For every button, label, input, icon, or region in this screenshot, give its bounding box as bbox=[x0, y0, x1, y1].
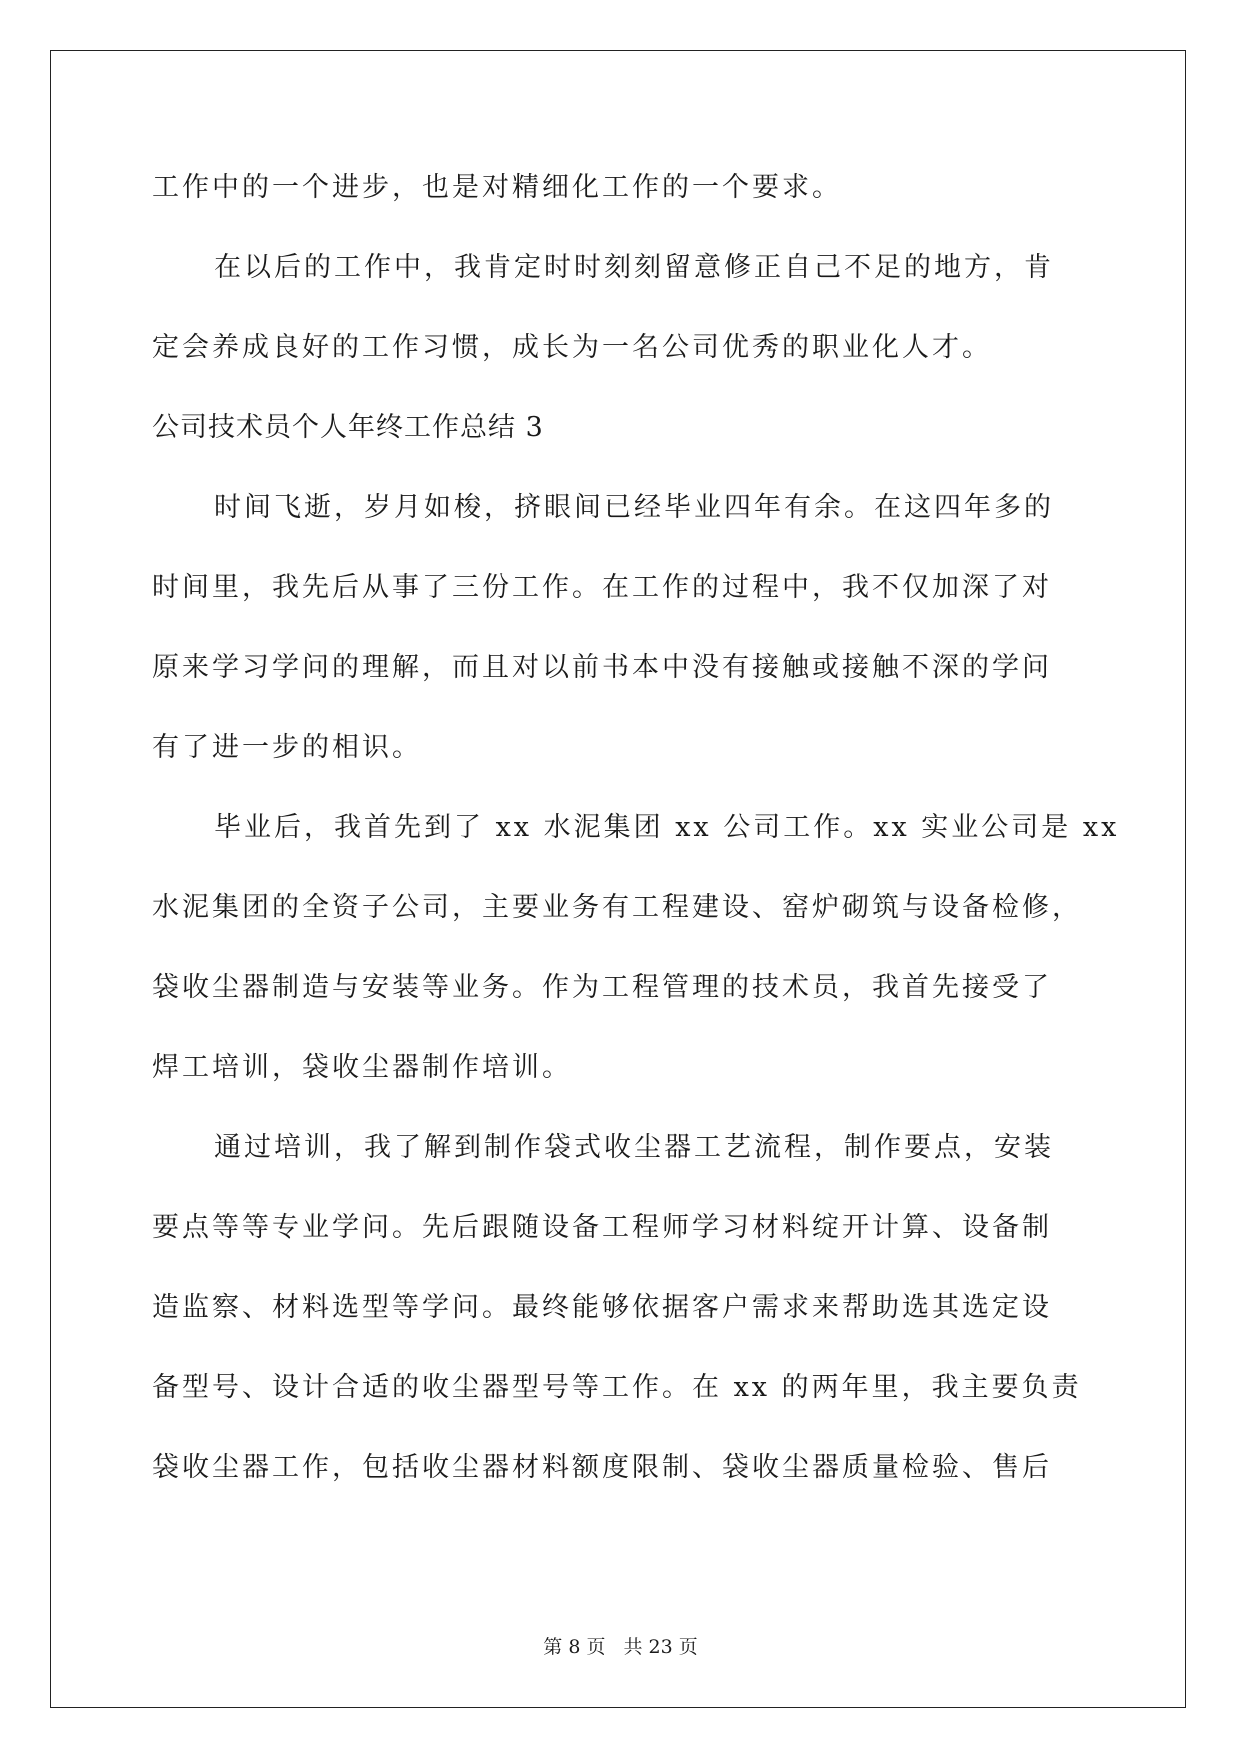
paragraph-start: 毕业后，我首先到了 xx 水泥集团 xx 公司工作。xx 实业公司是 xx bbox=[214, 812, 1120, 843]
text-line: 备型号、设计合适的收尘器型号等工作。在 xx 的两年里，我主要负责 bbox=[152, 1372, 1082, 1403]
text-line: 袋收尘器制造与安装等业务。作为工程管理的技术员，我首先接受了 bbox=[152, 972, 1052, 1003]
page-total: 共 23 页 bbox=[623, 1636, 698, 1658]
text-line: 原来学习学问的理解，而且对以前书本中没有接触或接触不深的学问 bbox=[152, 652, 1052, 683]
paragraph-start: 通过培训，我了解到制作袋式收尘器工艺流程，制作要点，安装 bbox=[214, 1132, 1054, 1163]
page-number: 第 8 页 bbox=[543, 1636, 606, 1658]
text-line: 要点等等专业学问。先后跟随设备工程师学习材料绽开计算、设备制 bbox=[152, 1212, 1052, 1243]
text-line: 造监察、材料选型等学问。最终能够依据客户需求来帮助选其选定设 bbox=[152, 1292, 1052, 1323]
text-line: 焊工培训，袋收尘器制作培训。 bbox=[152, 1052, 572, 1083]
document-body bbox=[152, 148, 1120, 1508]
text-line: 有了进一步的相识。 bbox=[152, 732, 422, 763]
text-line: 定会养成良好的工作习惯，成长为一名公司优秀的职业化人才。 bbox=[152, 332, 992, 363]
text-line: 工作中的一个进步，也是对精细化工作的一个要求。 bbox=[152, 172, 842, 203]
text-line: 时间里，我先后从事了三份工作。在工作的过程中，我不仅加深了对 bbox=[152, 572, 1052, 603]
text-line: 袋收尘器工作，包括收尘器材料额度限制、袋收尘器质量检验、售后 bbox=[152, 1452, 1052, 1483]
page-footer bbox=[0, 1632, 1241, 1659]
paragraph-start: 在以后的工作中，我肯定时时刻刻留意修正自己不足的地方，肯 bbox=[214, 252, 1054, 283]
paragraph-start: 时间飞逝，岁月如梭，挤眼间已经毕业四年有余。在这四年多的 bbox=[214, 492, 1054, 523]
section-heading: 公司技术员个人年终工作总结 3 bbox=[152, 412, 544, 443]
text-line: 水泥集团的全资子公司，主要业务有工程建设、窑炉砌筑与设备检修， bbox=[152, 892, 1082, 923]
